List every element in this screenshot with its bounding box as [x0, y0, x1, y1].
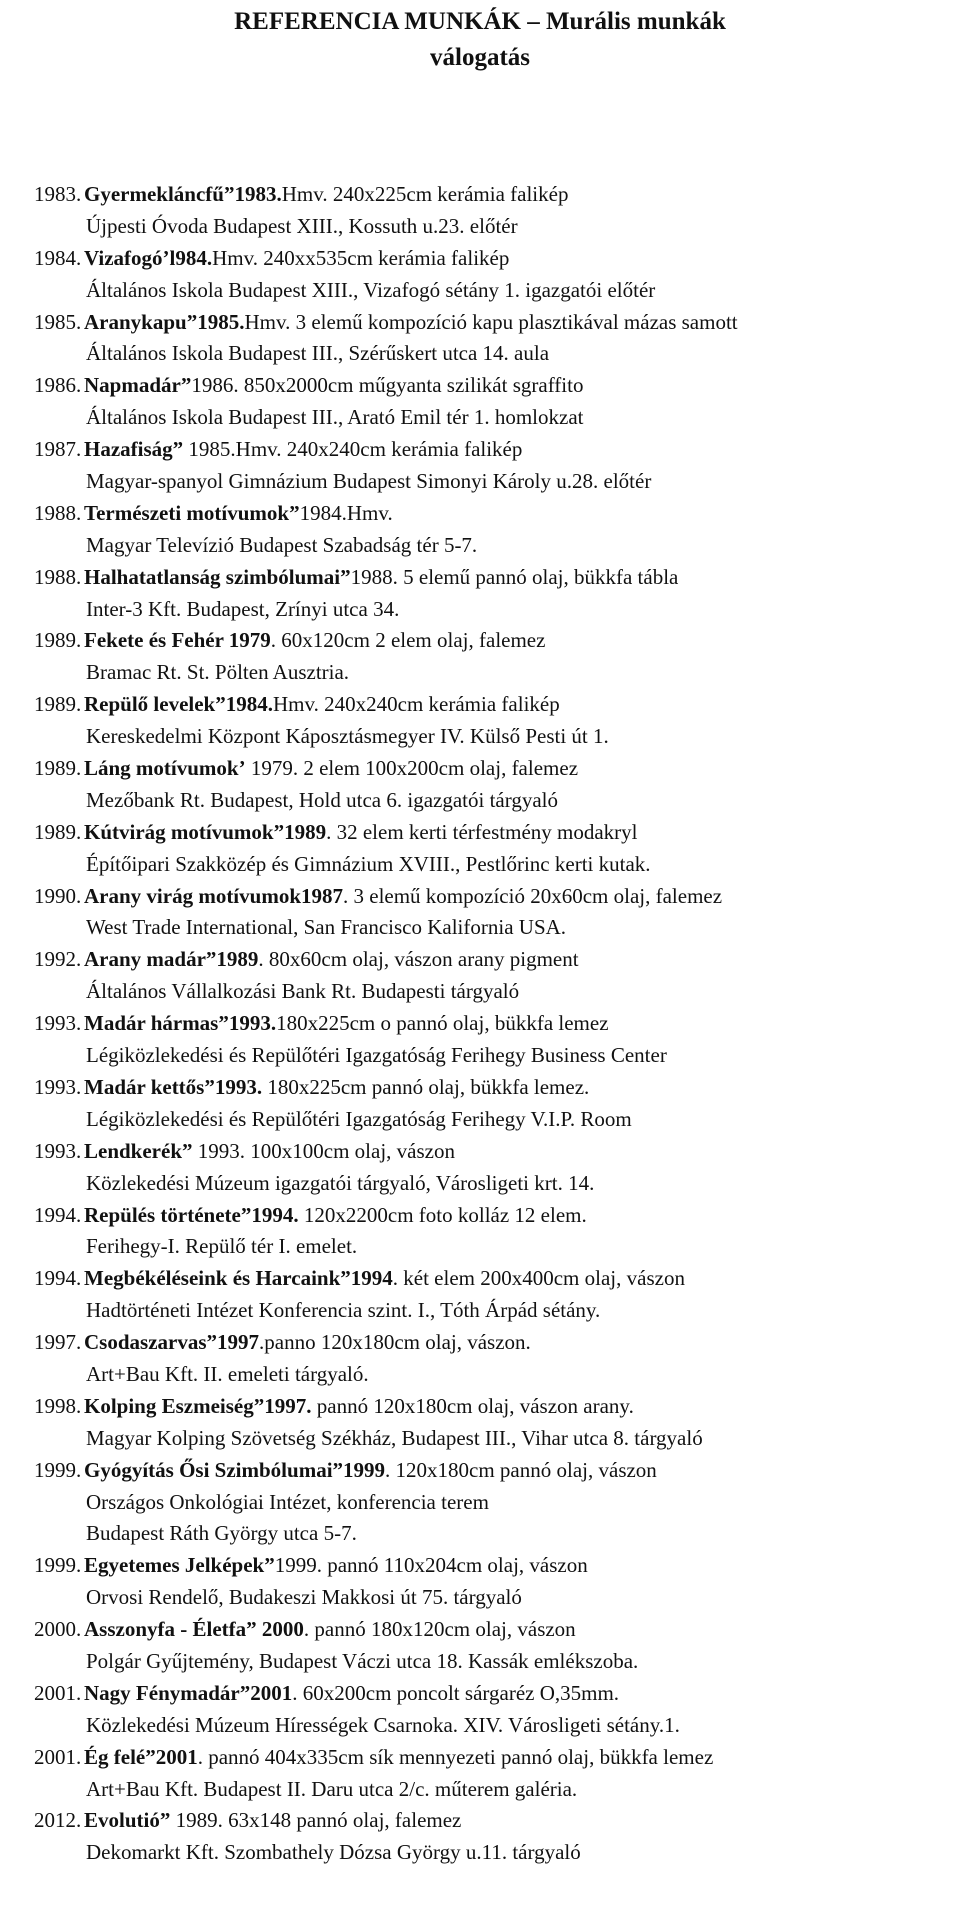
entry-title: Vizafogó’l984.: [84, 245, 213, 270]
entry-title: Evolutió”: [84, 1808, 171, 1833]
entry-heading: [34, 562, 954, 594]
entry-location: Általános Iskola Budapest III., Arató Emil tér 1. homlokzat: [86, 405, 584, 430]
entry-title: Repülő levelek”1984.: [84, 692, 273, 717]
list-item: [34, 817, 954, 881]
entry-heading: [34, 1200, 954, 1232]
entry-location: West Trade International, San Francisco Kalifornia USA.: [86, 915, 567, 940]
entry-year: 2001.: [34, 1744, 82, 1769]
entry-title: Asszonyfa - Életfa” 2000: [84, 1617, 304, 1642]
list-item: [34, 1678, 954, 1742]
entry-location: Légiközlekedési és Repülőtéri Igazgatóság Ferihegy V.I.P. Room: [86, 1106, 632, 1131]
entry-title: Nagy Fénymadár”2001: [84, 1680, 293, 1705]
entry-title: Napmadár”: [84, 373, 192, 398]
entry-location: Országos Onkológiai Intézet, konferencia terem: [86, 1489, 489, 1514]
entry-details: .panno 120x180cm olaj, vászon.: [259, 1330, 531, 1355]
entry-details: 1985.Hmv. 240x240cm kerámia falikép: [183, 437, 523, 462]
entry-year: 1994.: [34, 1202, 82, 1227]
entry-heading: [34, 1805, 954, 1837]
entry-year: 1985.: [34, 309, 82, 334]
entry-year: 1983.: [34, 182, 82, 206]
entry-year: 1993.: [34, 1138, 82, 1163]
entry-location: Magyar-spanyol Gimnázium Budapest Simonyi Károly u.28. előtér: [86, 469, 652, 494]
list-item: [34, 1742, 954, 1806]
entry-details: Hmv. 240x225cm kerámia falikép: [281, 182, 569, 206]
entry-heading: [34, 1678, 954, 1710]
list-item: [34, 1455, 954, 1551]
entry-details: . 3 elemű kompozíció 20x60cm olaj, falemez: [343, 883, 723, 908]
entry-year: 1998.: [34, 1393, 82, 1418]
entry-heading: [34, 1614, 954, 1646]
entry-details: . 60x200cm poncolt sárgaréz O,35mm.: [292, 1680, 620, 1705]
entry-details: pannó 120x180cm olaj, vászon arany.: [311, 1393, 634, 1418]
entry-year: 2012.: [34, 1808, 82, 1833]
entry-title: Arany madár”1989: [84, 947, 259, 972]
entry-year: 1992.: [34, 947, 82, 972]
entry-location: Kereskedelmi Központ Káposztásmegyer IV. Külső Pesti út 1.: [86, 724, 609, 749]
entry-heading: [34, 370, 954, 402]
entry-location: Magyar Televízió Budapest Szabadság tér 5-7.: [86, 532, 478, 557]
page-title: [0, 4, 960, 76]
entry-year: 1989.: [34, 756, 82, 781]
list-item: [34, 1008, 954, 1072]
list-item: [34, 243, 954, 307]
list-item: [34, 1200, 954, 1264]
entry-details: 1988. 5 elemű pannó olaj, bükkfa tábla: [350, 564, 679, 589]
list-item: [34, 625, 954, 689]
entry-title: Láng motívumok’: [84, 756, 246, 781]
list-item: [34, 1391, 954, 1455]
entry-details: 1984.Hmv.: [299, 500, 393, 525]
entry-details: 1999. pannó 110x204cm olaj, vászon: [274, 1553, 588, 1578]
entry-year: 1989.: [34, 819, 82, 844]
list-item: [34, 434, 954, 498]
entry-year: 1988.: [34, 500, 82, 525]
list-item: [34, 689, 954, 753]
entry-heading: [34, 1550, 954, 1582]
entry-title: Csodaszarvas”1997: [84, 1330, 260, 1355]
entry-title: Kútvirág motívumok”1989: [84, 819, 327, 844]
entry-location: Általános Iskola Budapest XIII., Vizafogó sétány 1. igazgatói előtér: [86, 277, 656, 302]
entry-location: Dekomarkt Kft. Szombathely Dózsa György u.11. tárgyaló: [86, 1840, 581, 1865]
list-item: [34, 1550, 954, 1614]
entry-year: 1989.: [34, 628, 82, 653]
entry-location: Art+Bau Kft. Budapest II. Daru utca 2/c. műterem galéria.: [86, 1776, 578, 1801]
entry-title: Fekete és Fehér 1979: [84, 628, 271, 653]
list-item: [34, 370, 954, 434]
list-item: [34, 498, 954, 562]
entry-heading: [34, 498, 954, 530]
entry-heading: [34, 1327, 954, 1359]
entry-year: 1999.: [34, 1457, 82, 1482]
list-item: [34, 753, 954, 817]
entry-title: Halhatatlanság szimbólumai”: [84, 564, 351, 589]
entry-heading: [34, 1742, 954, 1774]
entry-heading: [34, 944, 954, 976]
entry-heading: [34, 1455, 954, 1487]
list-item: [34, 307, 954, 371]
entry-year: 1997.: [34, 1330, 82, 1355]
entry-title: Egyetemes Jelképek”: [84, 1553, 275, 1578]
entry-details: 180x225cm pannó olaj, bükkfa lemez.: [262, 1074, 590, 1099]
entry-heading: [34, 1263, 954, 1295]
entry-location: Általános Iskola Budapest III., Szérűskert utca 14. aula: [86, 341, 550, 366]
title-line-2: válogatás: [430, 44, 530, 71]
entry-heading: [34, 817, 954, 849]
entry-year: 1999.: [34, 1553, 82, 1578]
entry-details: . 32 elem kerti térfestmény modakryl: [326, 819, 638, 844]
entry-location: Általános Vállalkozási Bank Rt. Budapesti tárgyaló: [86, 979, 520, 1004]
entry-details: . 120x180cm pannó olaj, vászon: [385, 1457, 657, 1482]
entry-heading: [34, 1136, 954, 1168]
entry-details: . pannó 404x335cm sík mennyezeti pannó olaj, bükkfa lemez: [197, 1744, 714, 1769]
entry-details: Hmv. 3 elemű kompozíció kapu plasztikával mázas samott: [244, 309, 738, 334]
entry-location: Orvosi Rendelő, Budakeszi Makkosi út 75. tárgyaló: [86, 1585, 522, 1610]
entry-title: Megbékéléseink és Harcaink”1994: [84, 1266, 393, 1291]
entry-year: 2001.: [34, 1680, 82, 1705]
entry-location: Hadtörténeti Intézet Konferencia szint. I., Tóth Árpád sétány.: [86, 1298, 601, 1323]
entry-year: 1989.: [34, 692, 82, 717]
entry-location: Ferihegy-I. Repülő tér I. emelet.: [86, 1234, 358, 1259]
entry-location: Art+Bau Kft. II. emeleti tárgyaló.: [86, 1361, 369, 1386]
entry-location: Újpesti Óvoda Budapest XIII., Kossuth u.23. előtér: [86, 213, 518, 238]
list-item: [34, 1805, 954, 1869]
entry-details: 1986. 850x2000cm műgyanta szilikát sgraffito: [191, 373, 584, 398]
entry-title: Aranykapu”1985.: [84, 309, 245, 334]
entry-year: 1984.: [34, 245, 82, 270]
entry-details: 1993. 100x100cm olaj, vászon: [192, 1138, 455, 1163]
entry-title: Hazafiság”: [84, 437, 184, 462]
entry-details: . két elem 200x400cm olaj, vászon: [392, 1266, 685, 1291]
list-item: [34, 1136, 954, 1200]
entry-heading: [34, 1072, 954, 1104]
entry-details: Hmv. 240x240cm kerámia falikép: [273, 692, 560, 717]
entry-heading: [34, 753, 954, 785]
list-item: [34, 1327, 954, 1391]
entry-year: 1987.: [34, 437, 82, 462]
entry-details: . 60x120cm 2 elem olaj, falemez: [270, 628, 546, 653]
entry-details: . 80x60cm olaj, vászon arany pigment: [258, 947, 579, 972]
entry-details: . pannó 180x120cm olaj, vászon: [303, 1617, 576, 1642]
list-item: [34, 179, 954, 243]
list-item: [34, 881, 954, 945]
entry-heading: [34, 1008, 954, 1040]
entry-year: 1986.: [34, 373, 82, 398]
entry-title: Madár hármas”1993.: [84, 1011, 277, 1036]
entry-location: Inter-3 Kft. Budapest, Zrínyi utca 34.: [86, 596, 400, 621]
entry-location: Közlekedési Múzeum igazgatói tárgyaló, Városligeti krt. 14.: [86, 1170, 595, 1195]
entry-location: Bramac Rt. St. Pölten Ausztria.: [86, 660, 350, 685]
entry-location: Közlekedési Múzeum Hírességek Csarnoka. XIV. Városligeti sétány.1.: [86, 1712, 680, 1737]
list-item: [34, 1614, 954, 1678]
entry-details: 180x225cm o pannó olaj, bükkfa lemez: [276, 1011, 609, 1036]
entry-year: 1994.: [34, 1266, 82, 1291]
entry-year: 1993.: [34, 1074, 82, 1099]
entry-heading: [34, 1391, 954, 1423]
entry-heading: [34, 881, 954, 913]
entry-heading: [34, 243, 954, 275]
entry-details: 1989. 63x148 pannó olaj, falemez: [170, 1808, 462, 1833]
entry-year: 1990.: [34, 883, 82, 908]
list-item: [34, 944, 954, 1008]
entry-title: Ég felé”2001: [84, 1744, 198, 1769]
entry-title: Repülés története”1994.: [84, 1202, 299, 1227]
entry-location: Polgár Gyűjtemény, Budapest Váczi utca 18. Kassák emlékszoba.: [86, 1648, 639, 1673]
entry-details: Hmv. 240xx535cm kerámia falikép: [212, 245, 510, 270]
entry-details: 120x2200cm foto kolláz 12 elem.: [298, 1202, 587, 1227]
entry-location: Légiközlekedési és Repülőtéri Igazgatóság Ferihegy Business Center: [86, 1043, 667, 1068]
entry-location: Magyar Kolping Szövetség Székház, Budapest III., Vihar utca 8. tárgyaló: [86, 1425, 703, 1450]
reference-list: [34, 179, 954, 1869]
entry-title: Madár kettős”1993.: [84, 1074, 263, 1099]
entry-heading: [34, 434, 954, 466]
list-item: [34, 562, 954, 626]
entry-location: Budapest Ráth György utca 5-7.: [86, 1521, 357, 1546]
entry-details: 1979. 2 elem 100x200cm olaj, falemez: [245, 756, 579, 781]
entry-title: Kolping Eszmeiség”1997.: [84, 1393, 312, 1418]
entry-year: 1993.: [34, 1011, 82, 1036]
entry-heading: [34, 625, 954, 657]
entry-title: Természeti motívumok”: [84, 500, 300, 525]
entry-year: 2000.: [34, 1617, 82, 1642]
entry-location: Mezőbank Rt. Budapest, Hold utca 6. igazgatói tárgyaló: [86, 787, 558, 812]
entry-title: Arany virág motívumok1987: [84, 883, 343, 908]
list-item: [34, 1072, 954, 1136]
entry-title: Gyógyítás Ősi Szimbólumai”1999: [84, 1457, 386, 1482]
title-line-1: REFERENCIA MUNKÁK – Murális munkák: [234, 8, 726, 35]
entry-year: 1988.: [34, 564, 82, 589]
entry-heading: [34, 307, 954, 339]
list-item: [34, 1263, 954, 1327]
entry-heading: [34, 179, 954, 211]
entry-heading: [34, 689, 954, 721]
entry-title: Gyermekláncfű”1983.: [84, 182, 282, 206]
entry-title: Lendkerék”: [84, 1138, 193, 1163]
entry-location: Építőipari Szakközép és Gimnázium XVIII., Pestlőrinc kerti kutak.: [86, 851, 651, 876]
